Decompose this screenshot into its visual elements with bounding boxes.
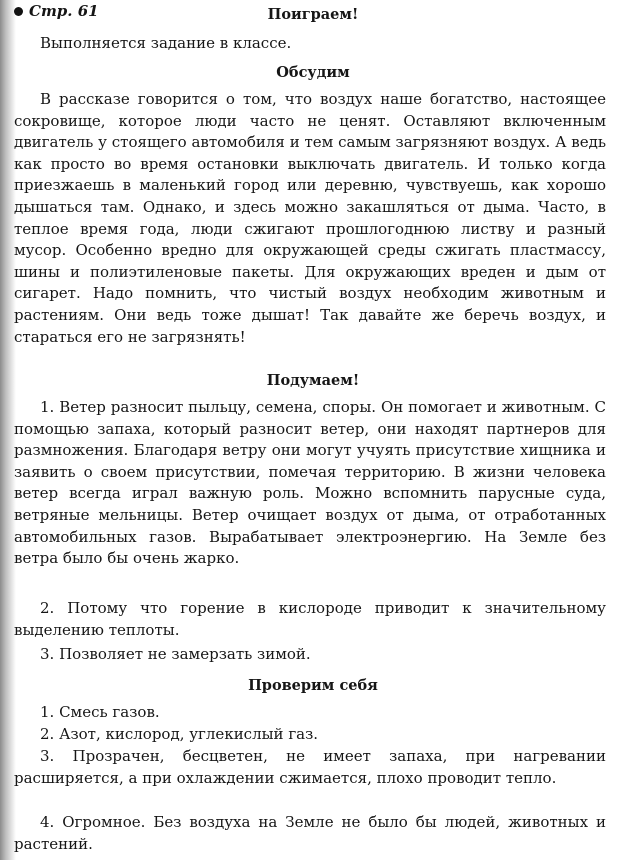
check-answer-4: 4. Огромное. Без воздуха на Земле не было бы людей, животных и растений. (14, 813, 606, 853)
check-answer-1: 1. Смесь газов. (40, 703, 160, 721)
check-answer-3: 3. Прозрачен, бесцветен, не имеет запаха, при нагревании расширяется, а при охлаждении сжимается, плохо проводит тепло. (14, 747, 606, 787)
heading-discuss: Обсудим (276, 64, 350, 81)
discuss-paragraph: В рассказе говорится о том, что воздух наше богатство, настоящее сокровище, которое люди часто не ценят. Оставляют включенным двигатель у стоящего автомобиля и тем самым загрязняют воздух. А ведь как просто во время остановки выключать двигатель. И только когда приезжаешь в маленький город или деревню, чувствуешь, как хорошо дышаться там. Однако, и здесь можно закашляться от дыма. Часто, в теплое время года, люди сжигают прошлогоднюю листву и разный мусор. Особенно вредно для окружающей среды сжигать пластмассу, шины и полиэтиленовые пакеты. Для окружающих вреден и дым от сигарет. Надо помнить, что чистый воздух необходим животным и растениям. Они ведь тоже дышат! Так давайте же беречь воздух, и стараться его не загрязнять! (14, 90, 606, 346)
heading-play: Поиграем! (267, 6, 359, 23)
heading-think: Подумаем! (266, 372, 360, 389)
think-answer-1: 1. Ветер разносит пыльцу, семена, споры. Он помогает и животным. С помощью запаха, который разносит ветер, они находят партнеров для размножения. Благодаря ветру они могут учуять присутствие хищника и заявить о своем присутствии, помечая территорию. В жизни человека ветер всегда играл важную роль. Можно вспомнить парусные суда, ветряные мельницы. Ветер очищает воздух от дыма, от отработанных автомобильных газов. Вырабатывает электроэнергию. На Земле без ветра было бы очень жарко. (14, 398, 606, 568)
check-answer-2: 2. Азот, кислород, углекислый газ. (40, 725, 319, 743)
play-text: Выполняется задание в классе. (40, 34, 292, 52)
think-answer-3: 3. Позволяет не замерзать зимой. (40, 645, 311, 663)
heading-check: Проверим себя (248, 677, 378, 694)
think-answer-2: 2. Потому что горение в кислороде приводит к значительному выделению теплоты. (14, 599, 606, 639)
page-number: Стр. 61 (29, 2, 99, 20)
